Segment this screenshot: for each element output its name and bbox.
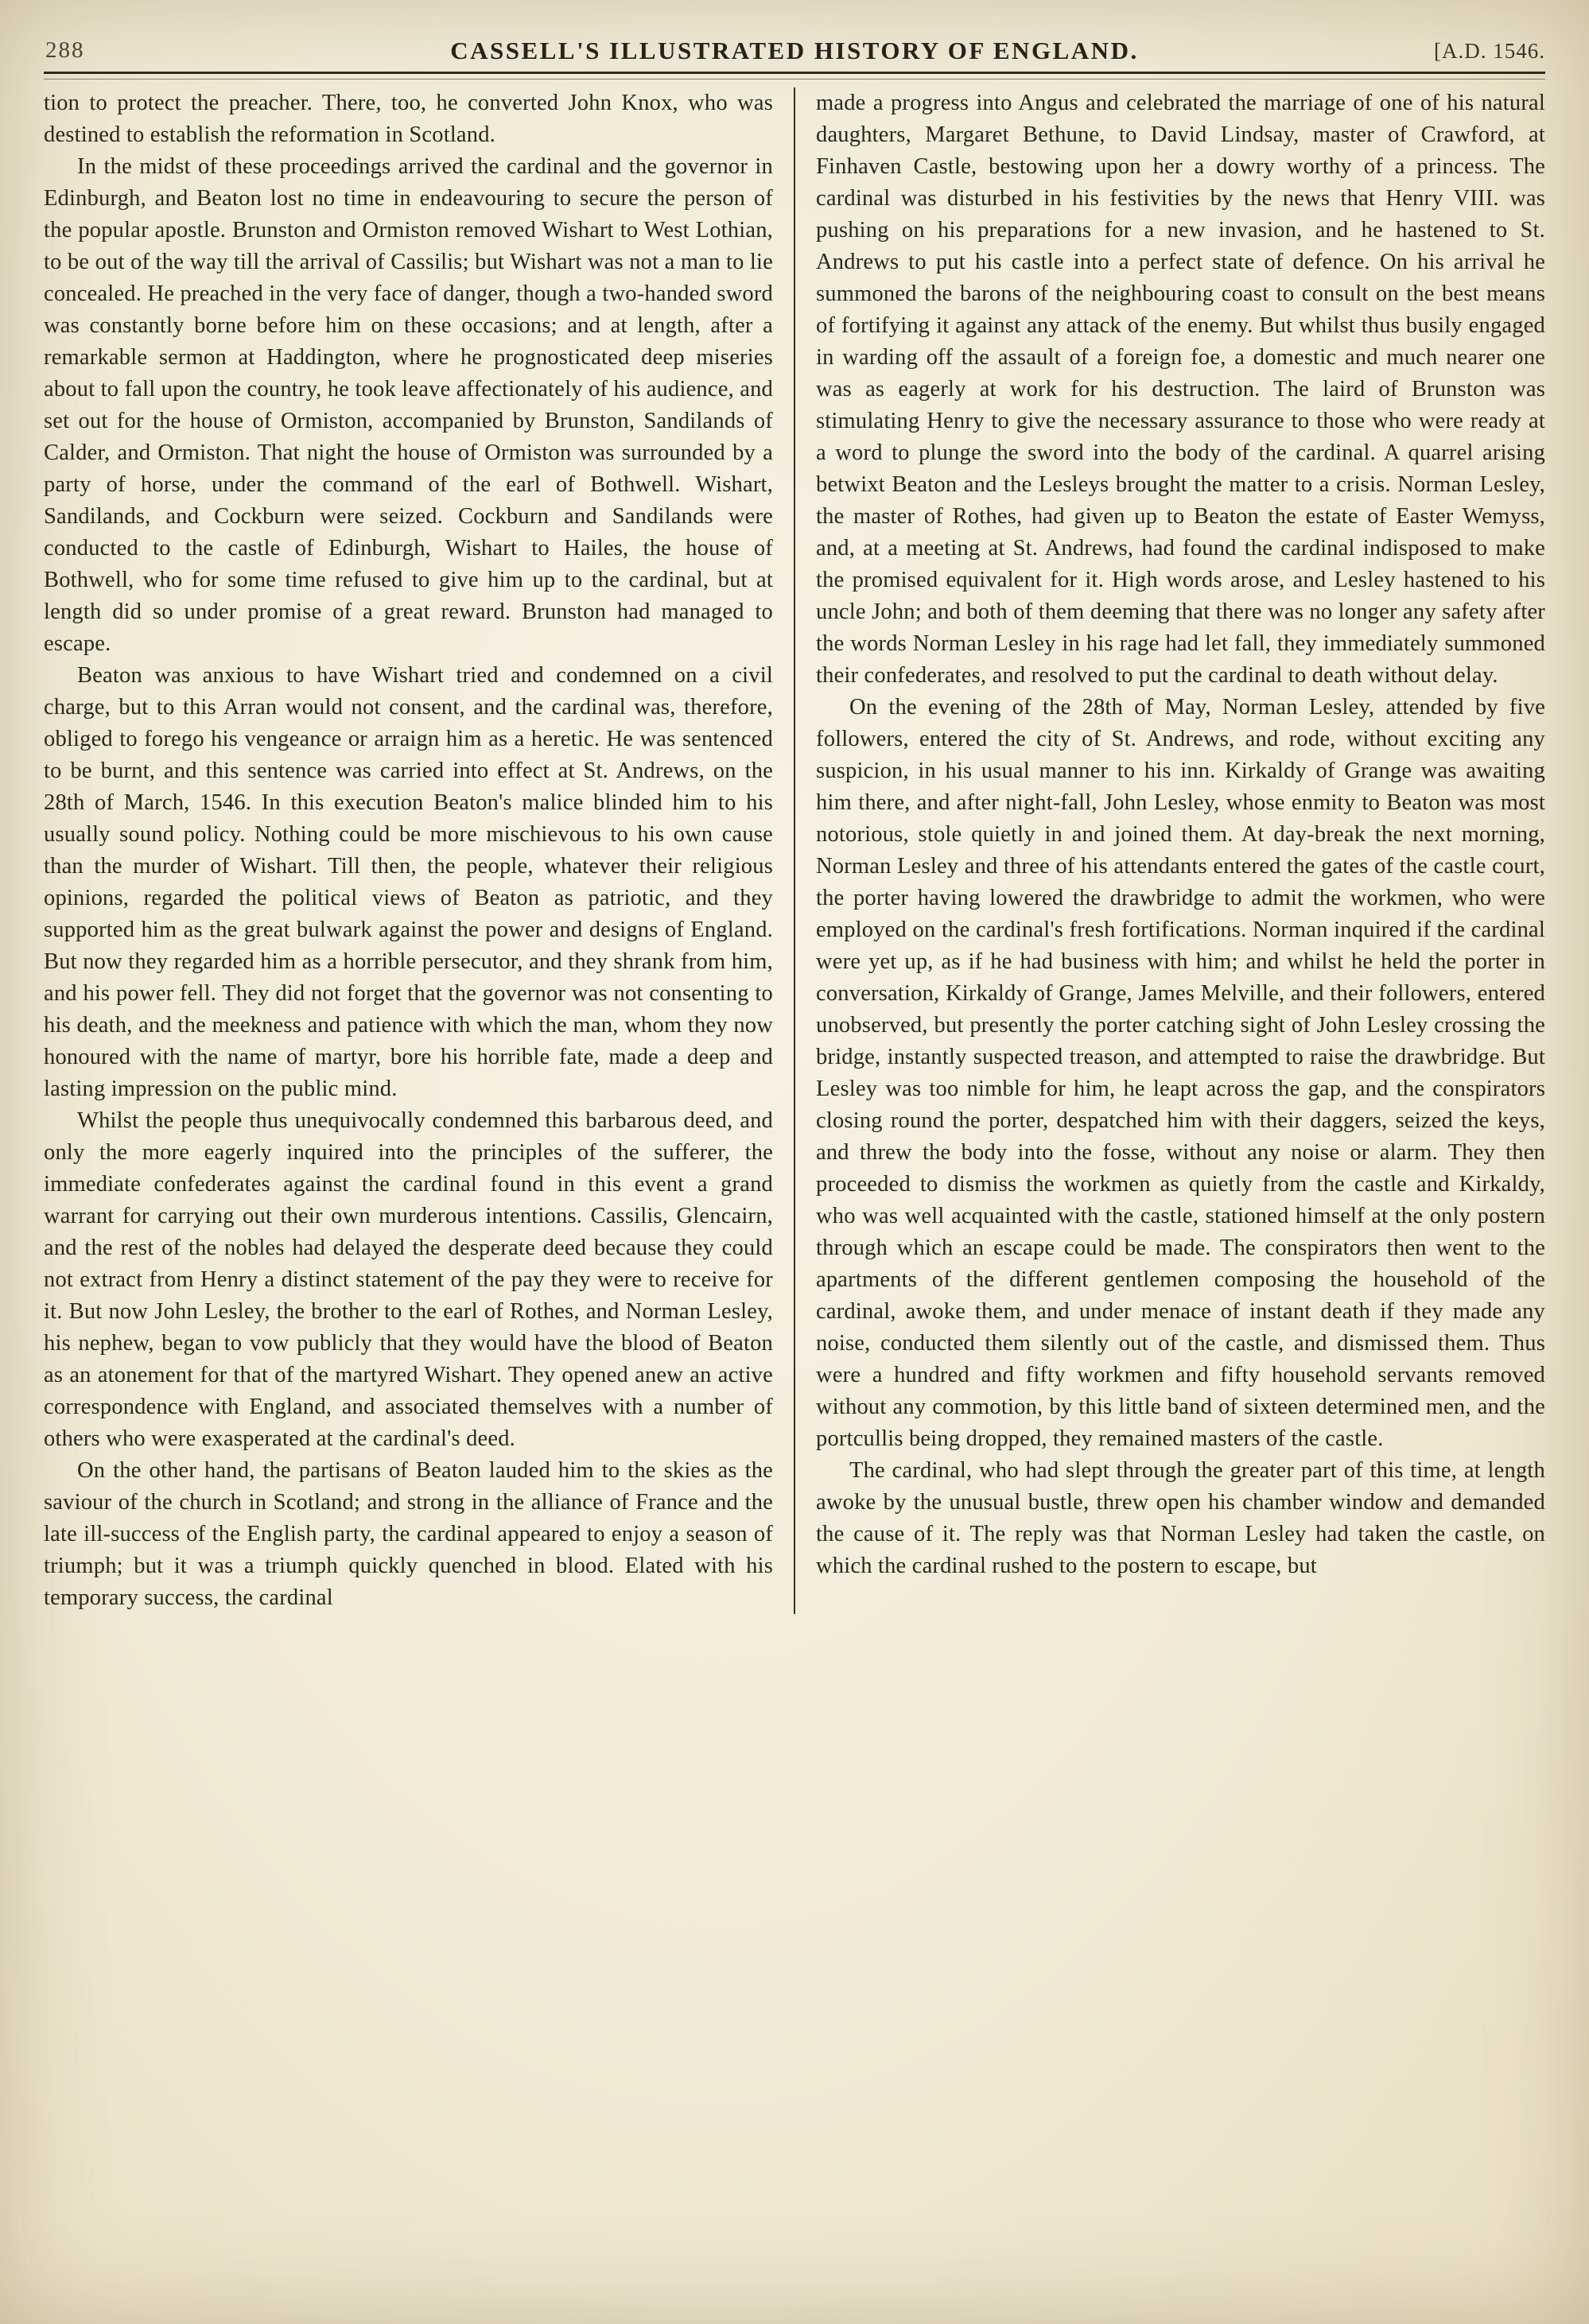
page-number: 288 — [45, 37, 85, 63]
left-column — [44, 87, 794, 1614]
header-rule — [44, 72, 1545, 80]
paragraph: Whilst the people thus unequivocally condemned this barbarous deed, and only the more eagerly inquired into the principles of the sufferer, the immediate confederates against the cardinal found in this event a grand warrant for carrying out their own murderous intentions. Cassilis, Glencairn, and the rest of the nobles had delayed the desperate deed because they could not extract from Henry a distinct statement of the pay they were to receive for it. But now John Lesley, the brother to the earl of Rothes, and Norman Lesley, his nephew, began to vow publicly that they would have the blood of Beaton as an atonement for that of the martyred Wishart. They opened anew an active correspondence with England, and associated themselves with a number of others who were exasperated at the cardinal's deed. — [44, 1108, 773, 1451]
right-column — [795, 87, 1545, 1614]
date-marker: [A.D. 1546. — [1434, 39, 1545, 63]
paragraph: Beaton was anxious to have Wishart tried and condemned on a civil charge, but to this Arran would not consent, and the cardinal was, therefore, obliged to forego his vengeance or arraign him as a heretic. He was sentenced to be burnt, and this sentence was carried into effect at St. Andrews, on the 28th of March, 1546. In this execution Beaton's malice blinded him to his usually sound policy. Nothing could be more mischievous to his own cause than the murder of Wishart. Till then, the people, whatever their religious opinions, regarded the political views of Beaton as patriotic, and they supported him as the great bulwark against the power and designs of England. But now they regarded him as a horrible persecutor, and they shrank from him, and his power fell. They did not forget that the governor was not consenting to his death, and the meekness and patience with which the man, whom they now honoured with the name of martyr, bore his horrible fate, made a deep and lasting impression on the public mind. — [44, 663, 773, 1101]
paragraph: On the other hand, the partisans of Beaton lauded him to the skies as the saviour of the church in Scotland; and strong in the alliance of France and the late ill-success of the English party, the cardinal appeared to enjoy a season of triumph; but it was a triumph quickly quenched in blood. Elated with his temporary success, the cardinal — [44, 1458, 773, 1610]
paragraph: The cardinal, who had slept through the greater part of this time, at length awoke by the unusual bustle, threw open his chamber window and demanded the cause of it. The reply was that Norman Lesley had taken the castle, on which the cardinal rushed to the postern to escape, but — [816, 1458, 1545, 1578]
paragraph: tion to protect the preacher. There, too, he converted John Knox, who was destined to establish the reformation in Scotland. — [44, 91, 773, 147]
page-header — [44, 30, 1545, 67]
paragraph: made a progress into Angus and celebrated the marriage of one of his natural daughters, Margaret Bethune, to David Lindsay, master of Crawford, at Finhaven Castle, bestowing upon her a dowry worthy of a princess. The cardinal was disturbed in his festivities by the news that Henry VIII. was pushing on his preparations for a new invasion, and he hastened to St. Andrews to put his castle into a perfect state of defence. On his arrival he summoned the barons of the neighbouring coast to consult on the best means of fortifying it against any attack of the enemy. But whilst thus busily engaged in warding off the assault of a foreign foe, a domestic and much nearer one was as eagerly at work for his destruction. The laird of Brunston was stimulating Henry to give the necessary assurance to those who were ready at a word to plunge the sword into the body of the cardinal. A quarrel arising betwixt Beaton and the Lesleys brought the matter to a crisis. Norman Lesley, the master of Rothes, had given up to Beaton the estate of Easter Wemyss, and, at a meeting at St. Andrews, had found the cardinal indisposed to make the promised equivalent for it. High words arose, and Lesley hastened to his uncle John; and both of them deeming that there was no longer any safety after the words Norman Lesley in his rage had let fall, they immediately summoned their confederates, and resolved to put the cardinal to death without delay. — [816, 91, 1545, 688]
running-title: CASSELL'S ILLUSTRATED HISTORY OF ENGLAND. — [450, 37, 1139, 64]
text-columns — [44, 87, 1545, 1614]
paragraph: On the evening of the 28th of May, Norman Lesley, attended by five followers, entered the city of St. Andrews, and rode, without exciting any suspicion, in his usual manner to his inn. Kirkaldy of Grange was awaiting him there, and after night-fall, John Lesley, whose enmity to Beaton was most notorious, stole quietly in and joined them. At day-break the next morning, Norman Lesley and three of his attendants entered the gates of the castle court, the porter having lowered the drawbridge to admit the workmen, who were employed on the cardinal's fresh fortifications. Norman inquired if the cardinal were yet up, as if he had business with him; and whilst he held the porter in conversation, Kirkaldy of Grange, James Melville, and their followers, entered unobserved, but presently the porter catching sight of John Lesley crossing the bridge, instantly suspected treason, and attempted to raise the drawbridge. But Lesley was too nimble for him, he leapt across the gap, and the conspirators closing round the porter, despatched him with their daggers, seized the keys, and threw the body into the fosse, without any noise or alarm. They then proceeded to dismiss the workmen as quietly from the castle and Kirkaldy, who was well acquainted with the castle, stationed himself at the only postern through which an escape could be made. The conspirators then went to the apartments of the different gentlemen composing the household of the cardinal, awoke them, and under menace of instant death if they made any noise, conducted them silently out of the castle, and dismissed them. Thus were a hundred and fifty workmen and fifty household servants removed without any commotion, by this little band of sixteen determined men, and the portcullis being dropped, they remained masters of the castle. — [816, 695, 1545, 1451]
paragraph: In the midst of these proceedings arrived the cardinal and the governor in Edinburgh, and Beaton lost no time in endeavouring to secure the person of the popular apostle. Brunston and Ormiston removed Wishart to West Lothian, to be out of the way till the arrival of Cassilis; but Wishart was not a man to lie concealed. He preached in the very face of danger, though a two-handed sword was constantly borne before him on these occasions; and at length, after a remarkable sermon at Haddington, where he prognosticated deep miseries about to fall upon the country, he took leave affectionately of his audience, and set out for the house of Ormiston, accompanied by Brunston, Sandilands of Calder, and Ormiston. That night the house of Ormiston was surrounded by a party of horse, under the command of the earl of Bothwell. Wishart, Sandilands, and Cockburn were seized. Cockburn and Sandilands were conducted to the castle of Edinburgh, Wishart to Hailes, the house of Bothwell, who for some time refused to give him up to the cardinal, but at length did so under promise of a great reward. Brunston had managed to escape. — [44, 154, 773, 656]
